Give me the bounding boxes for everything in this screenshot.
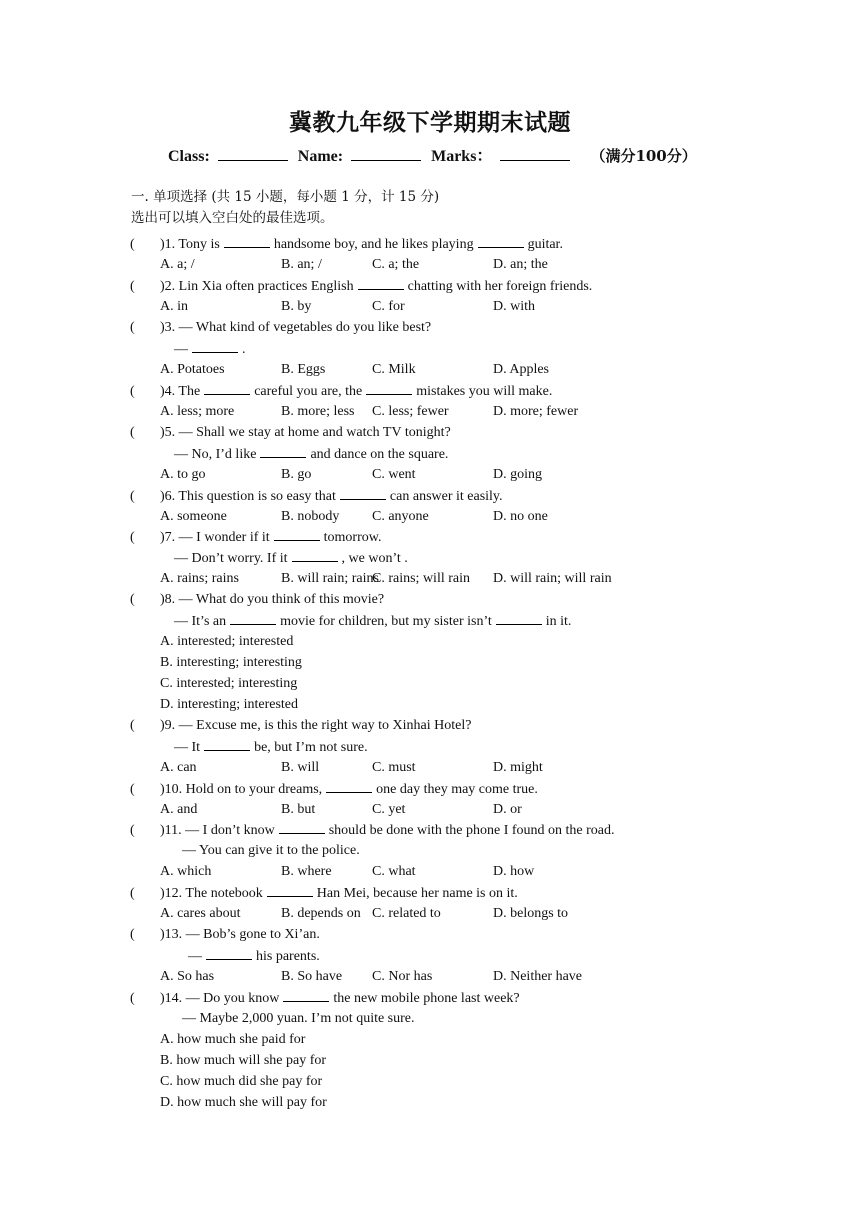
- question-stem: [130, 423, 451, 443]
- question-text: .: [242, 342, 246, 357]
- answer-bracket[interactable]: (: [130, 425, 135, 440]
- answer-option[interactable]: A. how much she paid for: [160, 1032, 306, 1047]
- answer-blank: [496, 611, 542, 625]
- question-text: — Maybe 2,000 yuan. I’m not quite sure.: [182, 1011, 415, 1026]
- answer-blank: [230, 611, 276, 625]
- answer-option[interactable]: A. to go: [160, 467, 206, 482]
- question-text: his parents.: [256, 949, 320, 964]
- answer-option[interactable]: B. depends on: [281, 906, 361, 921]
- answer-bracket[interactable]: (: [130, 530, 135, 545]
- question-text: — I wonder if it: [178, 530, 270, 545]
- question-stem: [130, 590, 384, 610]
- answer-options-row: [0, 465, 700, 485]
- question-text: be, but I’m not sure.: [254, 740, 368, 755]
- answer-option[interactable]: A. cares about: [160, 906, 241, 921]
- question-stem-continued: [182, 841, 360, 861]
- question-number: )3.: [160, 320, 179, 335]
- question-text: should be done with the phone I found on the road.: [328, 823, 615, 838]
- question-text: Tony is: [178, 237, 220, 252]
- answer-blank: [279, 820, 325, 834]
- answer-blank: [260, 444, 306, 458]
- answer-option[interactable]: A. can: [160, 760, 197, 775]
- question-number: )14.: [160, 991, 186, 1006]
- answer-option[interactable]: B. by: [281, 299, 312, 314]
- answer-option[interactable]: D. Apples: [493, 362, 549, 377]
- answer-option[interactable]: D. no one: [493, 509, 548, 524]
- answer-option[interactable]: D. will rain; will rain: [493, 571, 612, 586]
- question-stem: [130, 883, 518, 903]
- question-number: )5.: [160, 425, 179, 440]
- answer-option[interactable]: A. a; /: [160, 257, 195, 272]
- question-text: — Shall we stay at home and watch TV tonight?: [178, 425, 451, 440]
- section-instruction: 选出可以填入空白处的最佳选项。: [131, 210, 334, 226]
- answer-bracket[interactable]: (: [130, 782, 135, 797]
- answer-option[interactable]: A. less; more: [160, 404, 235, 419]
- answer-option[interactable]: C. went: [372, 467, 416, 482]
- question-stem: [130, 276, 592, 296]
- answer-options-row: [0, 967, 700, 987]
- question-stem: [130, 381, 552, 401]
- answer-bracket[interactable]: (: [130, 384, 135, 399]
- answer-option[interactable]: C. anyone: [372, 509, 429, 524]
- question-stem: [130, 486, 503, 506]
- answer-option[interactable]: B. Eggs: [281, 362, 326, 377]
- answer-blank: [340, 486, 386, 500]
- answer-blank: [358, 276, 404, 290]
- question-stem-continued: [182, 1009, 415, 1029]
- name-blank[interactable]: [351, 146, 421, 161]
- question-text: — No, I’d like: [174, 447, 257, 462]
- question-stem: [130, 779, 538, 799]
- answer-option[interactable]: D. with: [493, 299, 535, 314]
- answer-option[interactable]: C. Milk: [372, 362, 416, 377]
- answer-bracket[interactable]: (: [130, 237, 135, 252]
- question-stem: [130, 234, 563, 254]
- answer-blank: [366, 381, 412, 395]
- question-text: chatting with her foreign friends.: [407, 279, 593, 294]
- answer-option[interactable]: B. but: [281, 802, 316, 817]
- question-text: — Do you know: [185, 991, 280, 1006]
- question-text: Han Mei, because her name is on it.: [316, 886, 518, 901]
- answer-bracket[interactable]: (: [130, 279, 135, 294]
- answer-option[interactable]: A. someone: [160, 509, 227, 524]
- answer-option[interactable]: C. interested; interesting: [160, 676, 298, 691]
- answer-option[interactable]: D. Neither have: [493, 969, 583, 984]
- answer-options-row: [0, 904, 700, 924]
- answer-option[interactable]: B. how much will she pay for: [160, 1053, 327, 1068]
- question-stem: [130, 716, 471, 736]
- answer-option[interactable]: C. how much did she pay for: [160, 1074, 323, 1089]
- question-text: one day they may come true.: [376, 782, 538, 797]
- answer-blank: [192, 339, 238, 353]
- answer-option[interactable]: B. go: [281, 467, 312, 482]
- question-number: )6.: [160, 489, 179, 504]
- answer-option[interactable]: B. an; /: [281, 257, 322, 272]
- answer-option[interactable]: B. will: [281, 760, 320, 775]
- question-stem-continued: [174, 339, 246, 359]
- question-stem-continued: [174, 444, 448, 464]
- question-number: )10.: [160, 782, 186, 797]
- answer-option[interactable]: A. and: [160, 802, 198, 817]
- question-number: )11.: [160, 823, 186, 838]
- answer-blank: [204, 381, 250, 395]
- question-text: — It’s an: [174, 614, 227, 629]
- question-stem: [130, 925, 320, 945]
- answer-bracket[interactable]: (: [130, 718, 135, 733]
- answer-option[interactable]: B. nobody: [281, 509, 340, 524]
- question-stem: [130, 988, 520, 1008]
- question-text: The notebook: [185, 886, 263, 901]
- class-label: Class:: [168, 148, 210, 165]
- question-text: can answer it easily.: [389, 489, 503, 504]
- answer-bracket[interactable]: (: [130, 489, 135, 504]
- answer-option[interactable]: B. more; less: [281, 404, 355, 419]
- answer-options-row: [0, 800, 700, 820]
- answer-bracket[interactable]: (: [130, 823, 135, 838]
- question-number: )9.: [160, 718, 179, 733]
- answer-options-row: [0, 297, 700, 317]
- question-text: — You can give it to the police.: [182, 843, 360, 858]
- answer-blank: [267, 883, 313, 897]
- answer-option[interactable]: D. how much she will pay for: [160, 1095, 327, 1110]
- answer-options-row: [0, 360, 700, 380]
- answer-option[interactable]: D. going: [493, 467, 542, 482]
- answer-option[interactable]: D. how: [493, 864, 535, 879]
- question-number: )12.: [160, 886, 186, 901]
- answer-options-row: [0, 758, 700, 778]
- page-title: 冀教九年级下学期期末试题: [289, 109, 571, 136]
- question-text: — What do you think of this movie?: [178, 592, 385, 607]
- answer-blank: [283, 988, 329, 1002]
- answer-blank: [274, 527, 320, 541]
- question-text: Lin Xia often practices English: [178, 279, 354, 294]
- section-heading: 一. 单项选择 (共 15 小题，每小题 1 分，计 15 分): [131, 189, 440, 205]
- question-text: Hold on to your dreams,: [185, 782, 323, 797]
- answer-options-row: [0, 507, 700, 527]
- marks-blank[interactable]: [500, 146, 570, 161]
- answer-option[interactable]: A. in: [160, 299, 188, 314]
- answer-option[interactable]: A. rains; rains: [160, 571, 239, 586]
- answer-options-row: [0, 255, 700, 275]
- question-text: in it.: [545, 614, 572, 629]
- answer-option[interactable]: D. might: [493, 760, 543, 775]
- answer-blank: [204, 737, 250, 751]
- question-text: the new mobile phone last week?: [333, 991, 520, 1006]
- question-text: and dance on the square.: [310, 447, 449, 462]
- question-text: handsome boy, and he likes playing: [273, 237, 474, 252]
- answer-option[interactable]: C. related to: [372, 906, 441, 921]
- answer-blank: [224, 234, 270, 248]
- answer-option[interactable]: D. interesting; interested: [160, 697, 299, 712]
- question-number: )8.: [160, 592, 179, 607]
- question-text: — It: [174, 740, 201, 755]
- answer-bracket[interactable]: (: [130, 320, 135, 335]
- answer-blank: [478, 234, 524, 248]
- answer-option[interactable]: C. must: [372, 760, 416, 775]
- student-info-row: [168, 143, 697, 166]
- question-number: )7.: [160, 530, 179, 545]
- answer-option[interactable]: C. for: [372, 299, 405, 314]
- full-score-note: （满分100分）: [590, 147, 697, 165]
- answer-options-row: [0, 569, 700, 589]
- question-text: mistakes you will make.: [416, 384, 553, 399]
- question-text: — What kind of vegetables do you like best?: [178, 320, 432, 335]
- answer-bracket[interactable]: (: [130, 592, 135, 607]
- question-text: careful you are, the: [254, 384, 363, 399]
- answer-option[interactable]: A. which: [160, 864, 212, 879]
- answer-option[interactable]: D. or: [493, 802, 522, 817]
- answer-options-row: [0, 862, 700, 882]
- answer-option[interactable]: D. belongs to: [493, 906, 569, 921]
- answer-option[interactable]: B. interesting; interesting: [160, 655, 302, 670]
- answer-option[interactable]: C. Nor has: [372, 969, 433, 984]
- answer-bracket[interactable]: (: [130, 886, 135, 901]
- answer-option[interactable]: B. will rain; rains: [281, 571, 379, 586]
- question-stem: [130, 527, 381, 547]
- answer-blank: [206, 946, 252, 960]
- answer-blank: [326, 779, 372, 793]
- answer-option[interactable]: B. So have: [281, 969, 343, 984]
- answer-option[interactable]: C. less; fewer: [372, 404, 449, 419]
- answer-blank: [292, 548, 338, 562]
- question-text: , we won’t .: [341, 551, 408, 566]
- answer-option[interactable]: A. Potatoes: [160, 362, 225, 377]
- name-label: Name:: [297, 148, 344, 165]
- marks-label: Marks：: [431, 148, 493, 165]
- question-text: — Bob’s gone to Xi’an.: [185, 927, 320, 942]
- question-text: This question is so easy that: [178, 489, 336, 504]
- question-stem-continued: [188, 946, 320, 966]
- question-number: )13.: [160, 927, 186, 942]
- answer-option[interactable]: D. an; the: [493, 257, 548, 272]
- answer-bracket[interactable]: (: [130, 991, 135, 1006]
- question-number: )1.: [160, 237, 179, 252]
- question-text: tomorrow.: [323, 530, 382, 545]
- question-text: —: [174, 342, 188, 357]
- question-stem-continued: [174, 737, 368, 757]
- answer-option[interactable]: A. interested; interested: [160, 634, 294, 649]
- question-text: movie for children, but my sister isn’t: [280, 614, 492, 629]
- answer-bracket[interactable]: (: [130, 927, 135, 942]
- answer-option[interactable]: A. So has: [160, 969, 215, 984]
- question-text: — Excuse me, is this the right way to Xinhai Hotel?: [178, 718, 472, 733]
- answer-option[interactable]: C. yet: [372, 802, 406, 817]
- question-stem-continued: [174, 611, 571, 631]
- question-number: )4.: [160, 384, 179, 399]
- question-text: — I don’t know: [185, 823, 275, 838]
- class-blank[interactable]: [218, 146, 288, 161]
- answer-option[interactable]: C. rains; will rain: [372, 571, 470, 586]
- question-text: The: [178, 384, 201, 399]
- question-stem: [130, 820, 615, 840]
- answer-option[interactable]: D. more; fewer: [493, 404, 579, 419]
- question-number: )2.: [160, 279, 179, 294]
- question-stem: [130, 318, 431, 338]
- answer-option[interactable]: B. where: [281, 864, 332, 879]
- question-text: guitar.: [527, 237, 563, 252]
- question-text: —: [188, 949, 202, 964]
- question-stem-continued: [174, 548, 408, 568]
- answer-option[interactable]: C. what: [372, 864, 416, 879]
- answer-option[interactable]: C. a; the: [372, 257, 420, 272]
- answer-options-row: [0, 402, 700, 422]
- question-text: — Don’t worry. If it: [174, 551, 288, 566]
